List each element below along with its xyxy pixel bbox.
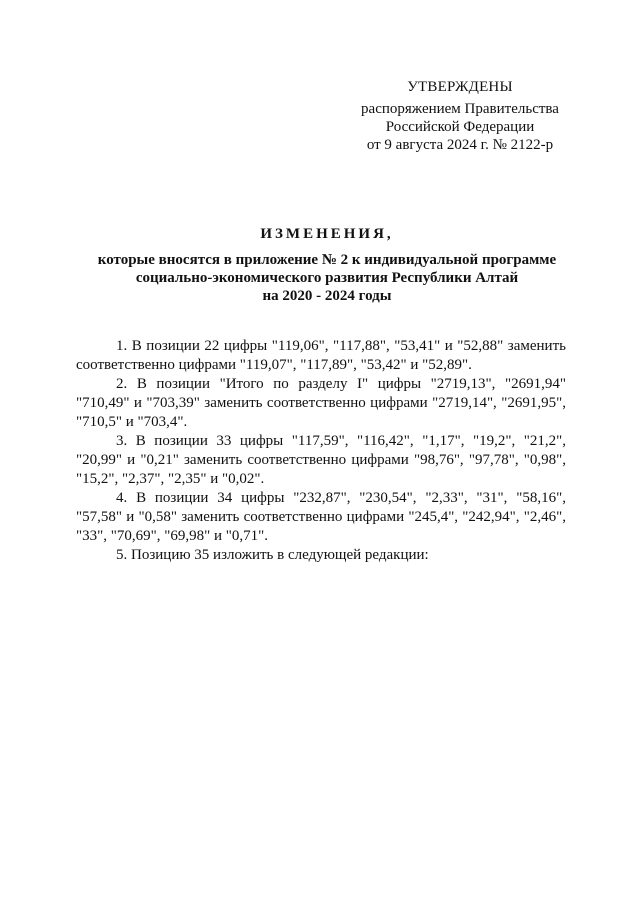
paragraph-1: 1. В позиции 22 цифры "119,06", "117,88", "53,41" и "52,88" заменить соответственно цифрами "119,07", "117,89", "53,42" и "52,89".: [76, 338, 566, 373]
document-subtitle-line-3: на 2020 - 2024 годы: [262, 288, 392, 304]
approval-line-1: распоряжением Правительства: [361, 101, 559, 117]
document-body: [76, 337, 566, 565]
paragraph-4: 4. В позиции 34 цифры "232,87", "230,54", "2,33", "31", "58,16", "57,58" и "0,58" заменить соответственно цифрами "245,4", "242,94", "2,46", "33", "70,69", "69,98" и "0,71".: [76, 490, 566, 544]
paragraph-5: 5. Позицию 35 изложить в следующей редакции:: [116, 547, 429, 563]
document-title: ИЗМЕНЕНИЯ,: [260, 226, 394, 242]
document-heading: [70, 226, 584, 305]
approval-stamp-block: [340, 78, 580, 154]
document-subtitle-line-2: социально-экономического развития Республики Алтай: [135, 270, 519, 286]
approval-line-3: от 9 августа 2024 г. № 2122-р: [366, 137, 554, 153]
approved-label: УТВЕРЖДЕНЫ: [407, 79, 513, 95]
document-subtitle-line-1: которые вносятся в приложение № 2 к индивидуальной программе: [97, 252, 557, 268]
approval-line-2: Российской Федерации: [385, 119, 535, 135]
paragraph-3: 3. В позиции 33 цифры "117,59", "116,42", "1,17", "19,2", "21,2", "20,99" и "0,21" заменить соответственно цифрами "98,76", "97,78", "0,98", "15,2", "2,37", "2,35" и "0,02".: [76, 433, 566, 487]
paragraph-2: 2. В позиции "Итого по разделу I" цифры "2719,13", "2691,94" "710,49" и "703,39" заменить соответственно цифрами "2719,14", "2691,95", "710,5" и "703,4".: [76, 376, 566, 430]
